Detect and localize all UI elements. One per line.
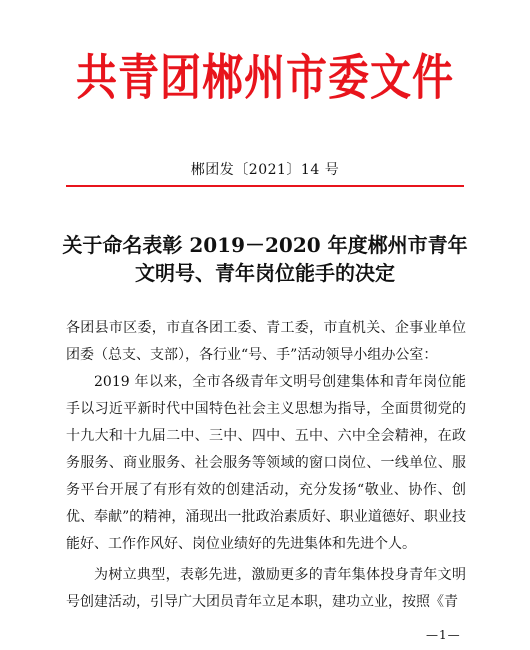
document-title-line-2: 文明号、青年岗位能手的决定: [135, 261, 395, 285]
body-paragraph-background: 2019 年以来，全市各级青年文明号创建集体和青年岗位能手以习近平新时代中国特色社会主义思想为指导，全面贯彻党的十九大和十九届二中、三中、四中、五中、六中全会精神，在政务服务、商业服务、社会服务等领域的窗口岗位、一线单位、服务平台开展了有形有效的创建活动，充分发扬“敬业、协作、创优、奉献”的精神，涌现出一批政治素质好、职业道德好、职业技能好、工作作风好、岗位业绩好的先进集体和先进个人。: [66, 374, 466, 552]
page-number: —1—: [426, 628, 461, 642]
red-divider-line: [66, 185, 464, 187]
document-title: [0, 231, 530, 287]
document-masthead: 共青团郴州市委文件: [76, 49, 454, 106]
document-title-line-1: 关于命名表彰 2019－2020 年度郴州市青年: [62, 233, 468, 257]
salutation-paragraph: 各团县市区委，市直各团工委、青工委，市直机关、企事业单位团委（总支、支部），各行业“号、手”活动领导小组办公室：: [66, 320, 466, 363]
document-body: [66, 315, 466, 616]
body-paragraph-purpose: 为树立典型，表彰先进，激励更多的青年集体投身青年文明号创建活动，引导广大团员青年立足本职，建功立业，按照《青: [66, 567, 466, 610]
document-number: 郴团发〔2021〕14 号: [190, 162, 340, 178]
